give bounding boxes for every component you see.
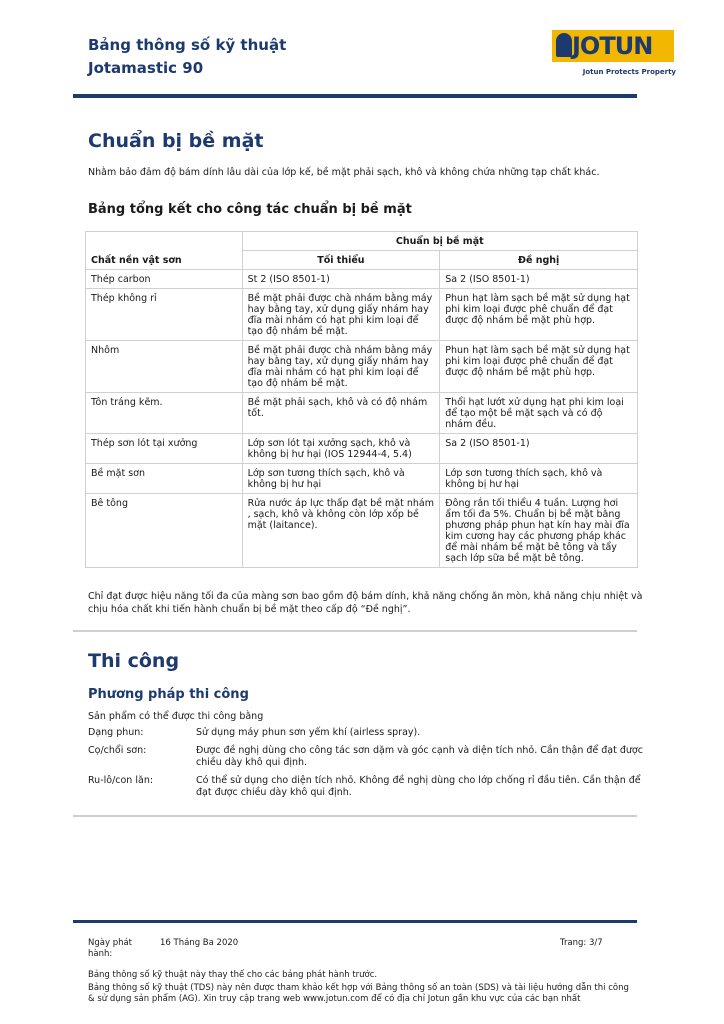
application-methods-list [88, 727, 648, 805]
recommended-cell: Phun hạt làm sạch bề mặt sử dụng hạt phi kim loại được phê chuẩn để đạt được độ nhám bề mặt phù hợp. [440, 289, 638, 341]
table-row [86, 289, 638, 341]
minimum-cell: Rửa nước áp lực thấp đạt bề mặt nhám , sạch, khô và không còn lớp xốp bề mặt (laitance). [242, 494, 440, 568]
table-row [86, 434, 638, 464]
table-group-header-row [86, 232, 638, 251]
issue-date-label: Ngày phát hành: [88, 938, 133, 959]
table-row [86, 494, 638, 568]
substrate-cell: Bề mặt sơn [86, 464, 243, 494]
section-divider [73, 630, 637, 632]
product-name: Jotamastic 90 [88, 59, 204, 77]
list-item [88, 745, 648, 769]
substrate-cell: Nhôm [86, 341, 243, 393]
table-header-substrate: Chất nền vật sơn [86, 251, 243, 270]
footer-rule [73, 920, 637, 923]
list-item [88, 775, 648, 799]
table-row [86, 341, 638, 393]
table-row [86, 464, 638, 494]
table-header-empty [86, 232, 243, 251]
table-header-row [86, 251, 638, 270]
minimum-cell: Lớp sơn tương thích sạch, khô và không bị hư hại [242, 464, 440, 494]
list-item [88, 727, 648, 739]
substrate-cell: Tôn tráng kẽm. [86, 393, 243, 434]
substrate-cell: Bê tông [86, 494, 243, 568]
section-divider [73, 815, 637, 817]
section-title-application: Thi công [88, 650, 180, 672]
footer-note-reference: Bảng thông số kỹ thuật (TDS) này nên được tham khảo kết hợp với Bảng thông số an toàn (SDS) và tài liệu hướng dẫn thi công & sử dụng sản phẩm (AG). Xin truy cập trang web www.jotun.com để có địa chỉ Jotun gần khu vực của các bạn nhất [88, 983, 629, 1004]
method-label: Dạng phun: [88, 727, 144, 738]
table-header-minimum: Tối thiểu [242, 251, 440, 270]
logo-tagline: Jotun Protects Property [582, 68, 676, 76]
recommended-cell: Sa 2 (ISO 8501-1) [440, 434, 638, 464]
surface-prep-note: Chỉ đạt được hiệu năng tối đa của màng sơn bao gồm độ bám dính, khả năng chống ăn mòn, khả năng chịu nhiệt và chịu hóa chất khi tiến hành chuẩn bị bề mặt theo cấp độ “Đề nghị”. [88, 591, 643, 615]
surface-prep-intro: Nhằm bảo đảm độ bám dính lâu dài của lớp kế, bề mặt phải sạch, khô và không chứa những tạp chất khác. [88, 167, 600, 178]
header-rule [73, 94, 637, 98]
footer-note-supersedes: Bảng thông số kỹ thuật này thay thế cho các bảng phát hành trước. [88, 970, 378, 980]
method-text: Có thể sử dụng cho diện tích nhỏ. Không đề nghị dùng cho lớp chống rỉ đầu tiên. Cần thận để đạt được chiều dày khô qui định. [196, 775, 641, 798]
summary-table-title: Bảng tổng kết cho công tác chuẩn bị bề mặt [88, 202, 412, 217]
document-type: Bảng thông số kỹ thuật [88, 36, 287, 54]
table-header-recommended: Đề nghị [440, 251, 638, 270]
method-text: Được đề nghị dùng cho công tác sơn dặm và góc cạnh và diện tích nhỏ. Cần thận để đạt được chiều dày khô qui định. [196, 745, 643, 768]
method-text: Sử dụng máy phun sơn yếm khí (airless spray). [196, 727, 421, 738]
minimum-cell: St 2 (ISO 8501-1) [242, 270, 440, 289]
recommended-cell: Sa 2 (ISO 8501-1) [440, 270, 638, 289]
document-header [88, 34, 286, 80]
method-label: Cọ/chổi sơn: [88, 745, 147, 756]
page-number: Trang: 3/7 [560, 938, 603, 948]
recommended-cell: Thổi hạt lướt xử dụng hạt phi kim loại để tạo một bề mặt sạch và có độ nhám đều. [440, 393, 638, 434]
issue-date: 16 Tháng Ba 2020 [160, 938, 239, 948]
logo-figure-icon [556, 33, 572, 57]
jotun-logo [552, 30, 676, 82]
method-label: Ru-lô/con lăn: [88, 775, 154, 786]
recommended-cell: Lớp sơn tương thích sạch, khô và không bị hư hại [440, 464, 638, 494]
application-intro: Sản phẩm có thể được thi công bằng [88, 711, 264, 722]
section-title-surface-prep: Chuẩn bị bề mặt [88, 130, 264, 152]
recommended-cell: Đông rắn tối thiểu 4 tuần. Lượng hơi ẩm tối đa 5%. Chuẩn bị bề mặt bằng phương pháp phun hạt kín hay mài đĩa kim cương hay các phương pháp khác để mài nhám bề mặt bê tông và tẩy sạch lớp sữa bề mặt bê tông. [440, 494, 638, 568]
minimum-cell: Lớp sơn lót tại xưởng sạch, khô và không bị hư hại (IOS 12944-4, 5.4) [242, 434, 440, 464]
minimum-cell: Bề mặt phải sạch, khô và có độ nhám tốt. [242, 393, 440, 434]
substrate-cell: Thép carbon [86, 270, 243, 289]
minimum-cell: Bề mặt phải được chà nhám bằng máy hay bằng tay, xử dụng giấy nhám hay đĩa mài nhám có hạt phi kim loại để tạo độ nhám bề mặt. [242, 289, 440, 341]
table-row [86, 270, 638, 289]
logo-badge [552, 30, 674, 62]
substrate-cell: Thép sơn lót tại xưởng [86, 434, 243, 464]
surface-prep-table [85, 231, 638, 568]
application-method-title: Phương pháp thi công [88, 687, 249, 702]
table-group-header: Chuẩn bị bề mặt [242, 232, 637, 251]
recommended-cell: Phun hạt làm sạch bề mặt sử dụng hạt phi kim loại được phê chuẩn để đạt được độ nhám bề mặt phù hợp. [440, 341, 638, 393]
table-row [86, 393, 638, 434]
minimum-cell: Bề mặt phải được chà nhám bằng máy hay bằng tay, xử dụng giấy nhám hay đĩa mài nhám có hạt phi kim loại để tạo độ nhám bề mặt. [242, 341, 440, 393]
substrate-cell: Thép không rỉ [86, 289, 243, 341]
logo-text: JOTUN [572, 32, 653, 60]
